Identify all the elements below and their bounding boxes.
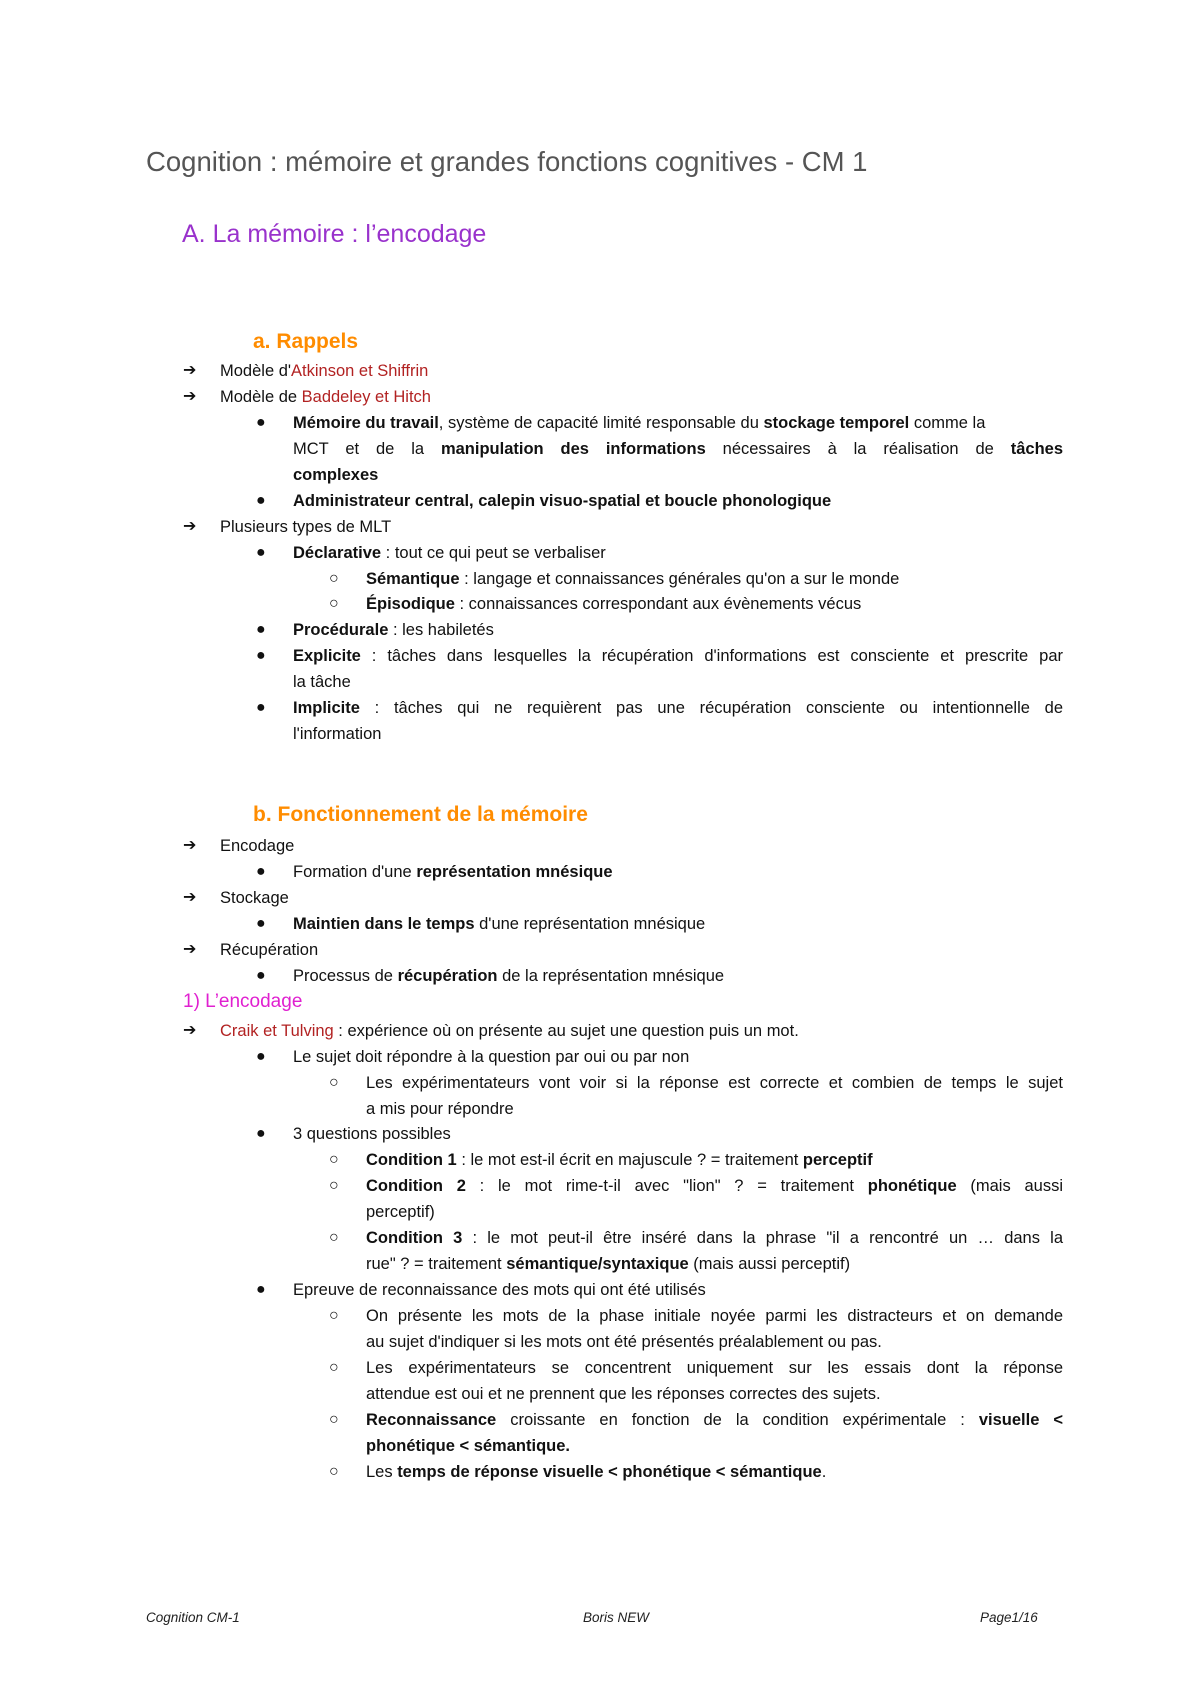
list-item: Encodage (220, 837, 295, 855)
bullet-icon: ● (256, 1048, 266, 1065)
list-item-continuation: a mis pour répondre (366, 1100, 514, 1118)
arrow-icon: ➔ (183, 1022, 197, 1039)
footer-page-number: Page1/16 (980, 1610, 1038, 1625)
arrow-icon: ➔ (183, 889, 197, 906)
list-item: Plusieurs types de MLT (220, 518, 392, 536)
circle-bullet-icon: ○ (329, 1229, 339, 1246)
arrow-icon: ➔ (183, 518, 197, 535)
list-item: Modèle de Baddeley et Hitch (220, 388, 431, 406)
circle-bullet-icon: ○ (329, 595, 339, 612)
bullet-icon: ● (256, 1281, 266, 1298)
bullet-icon: ● (256, 621, 266, 638)
circle-bullet-icon: ○ (329, 1463, 339, 1480)
list-item-continuation: phonétique < sémantique. (366, 1437, 570, 1455)
list-item-continuation: rue" ? = traitement sémantique/syntaxique (mais aussi perceptif) (366, 1255, 851, 1273)
document-title: Cognition : mémoire et grandes fonctions cognitives - CM 1 (146, 146, 868, 177)
bullet-icon: ● (256, 699, 266, 716)
list-item: Le sujet doit répondre à la question par oui ou par non (293, 1048, 690, 1066)
list-item: 3 questions possibles (293, 1125, 451, 1143)
bullet-icon: ● (256, 647, 266, 664)
bullet-icon: ● (256, 863, 266, 880)
bullet-icon: ● (256, 492, 266, 509)
circle-bullet-icon: ○ (329, 1151, 339, 1168)
list-item-continuation: complexes (293, 466, 379, 484)
list-item: Déclarative : tout ce qui peut se verbaliser (293, 544, 606, 562)
list-item: Maintien dans le temps d'une représentation mnésique (293, 915, 706, 933)
list-item-continuation: la tâche (293, 673, 351, 691)
circle-bullet-icon: ○ (329, 1359, 339, 1376)
list-item-continuation: attendue est oui et ne prennent que les réponses correctes des sujets. (366, 1385, 881, 1403)
bullet-icon: ● (256, 414, 266, 431)
arrow-icon: ➔ (183, 388, 197, 405)
list-item: Les expérimentateurs vont voir si la réponse est correcte et combien de temps le sujet (366, 1074, 1063, 1092)
subheading-rappels: a. Rappels (253, 330, 359, 353)
list-item: Explicite : tâches dans lesquelles la récupération d'informations est consciente et prescrite par (293, 647, 1063, 665)
list-item: Récupération (220, 941, 319, 959)
list-item: Sémantique : langage et connaissances générales qu'on a sur le monde (366, 570, 900, 588)
footer-left: Cognition CM-1 (146, 1610, 240, 1625)
list-item: On présente les mots de la phase initiale noyée parmi les distracteurs et on demande (366, 1307, 1063, 1325)
list-item: Condition 2 : le mot rime-t-il avec "lion" ? = traitement phonétique (mais aussi (366, 1177, 1063, 1195)
list-item: Administrateur central, calepin visuo-spatial et boucle phonologique (293, 492, 832, 510)
list-item: Condition 1 : le mot est-il écrit en majuscule ? = traitement perceptif (366, 1151, 873, 1169)
list-item-continuation: MCT et de la manipulation des informations nécessaires à la réalisation de tâches (293, 440, 1063, 458)
circle-bullet-icon: ○ (329, 1411, 339, 1428)
list-item-continuation: l'information (293, 725, 382, 743)
bullet-icon: ● (256, 967, 266, 984)
list-item-continuation: perceptif) (366, 1203, 435, 1221)
section-heading-a: A. La mémoire : l’encodage (182, 220, 487, 248)
footer-center: Boris NEW (583, 1610, 650, 1625)
list-item: Epreuve de reconnaissance des mots qui ont été utilisés (293, 1281, 706, 1299)
list-item: Condition 3 : le mot peut-il être inséré dans la phrase "il a rencontré un … dans la (366, 1229, 1063, 1247)
list-item: Implicite : tâches qui ne requièrent pas une récupération consciente ou intentionnelle de (293, 699, 1063, 717)
circle-bullet-icon: ○ (329, 1074, 339, 1091)
arrow-icon: ➔ (183, 837, 197, 854)
list-item: Épisodique : connaissances correspondant aux évènements vécus (366, 595, 862, 613)
bullet-icon: ● (256, 544, 266, 561)
list-item: Formation d'une représentation mnésique (293, 863, 613, 881)
list-item: Mémoire du travail, système de capacité limité responsable du stockage temporel comme la (293, 414, 986, 432)
subheading-fonctionnement: b. Fonctionnement de la mémoire (253, 803, 588, 826)
list-item: Processus de récupération de la représentation mnésique (293, 967, 725, 985)
bullet-icon: ● (256, 1125, 266, 1142)
list-item: Procédurale : les habiletés (293, 621, 494, 639)
bullet-icon: ● (256, 915, 266, 932)
subheading-encodage: 1) L’encodage (183, 991, 303, 1012)
circle-bullet-icon: ○ (329, 1177, 339, 1194)
arrow-icon: ➔ (183, 362, 197, 379)
list-item: Craik et Tulving : expérience où on présente au sujet une question puis un mot. (220, 1022, 799, 1040)
list-item: Les temps de réponse visuelle < phonétique < sémantique. (366, 1463, 827, 1481)
list-item: Reconnaissance croissante en fonction de la condition expérimentale : visuelle < (366, 1411, 1063, 1429)
list-item: Les expérimentateurs se concentrent uniquement sur les essais dont la réponse (366, 1359, 1063, 1377)
list-item: Stockage (220, 889, 289, 907)
circle-bullet-icon: ○ (329, 570, 339, 587)
circle-bullet-icon: ○ (329, 1307, 339, 1324)
arrow-icon: ➔ (183, 941, 197, 958)
list-item: Modèle d'Atkinson et Shiffrin (220, 362, 429, 380)
list-item-continuation: au sujet d'indiquer si les mots ont été présentés préalablement ou pas. (366, 1333, 882, 1351)
